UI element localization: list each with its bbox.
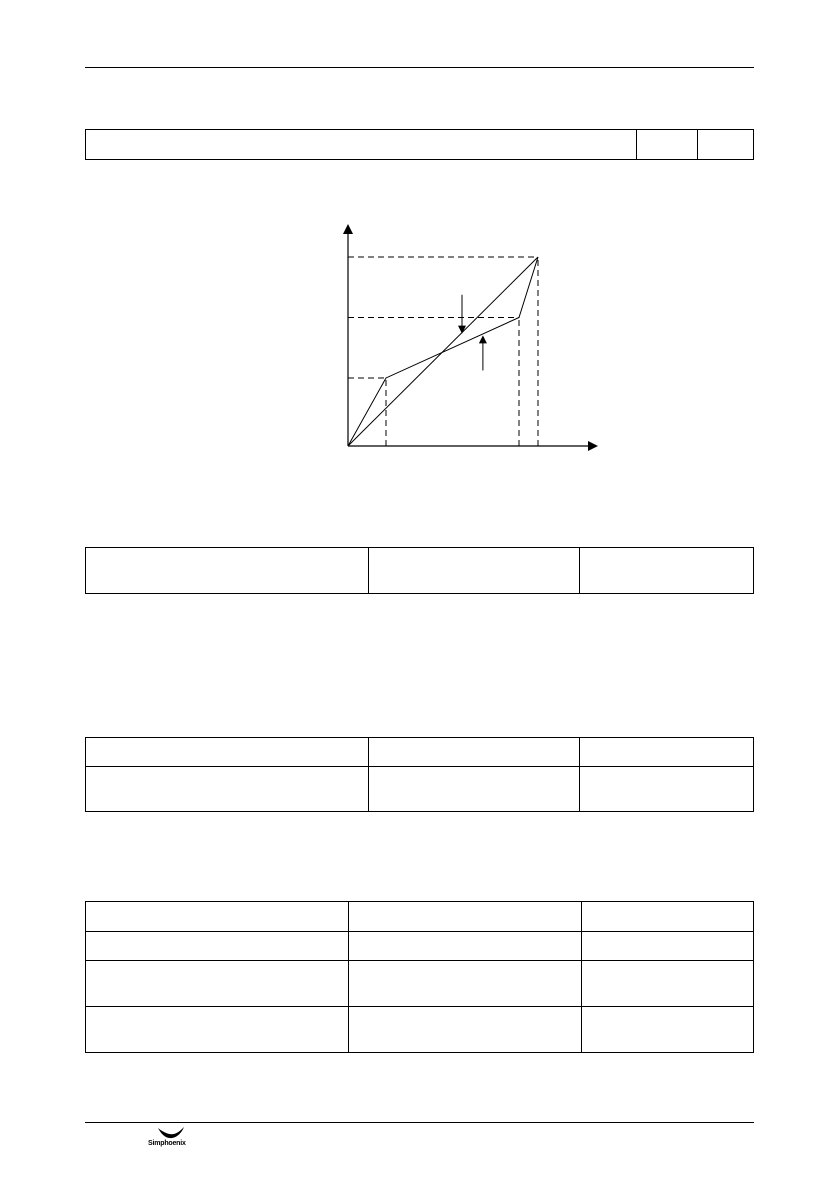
table-cell <box>582 1007 754 1053</box>
table-cell <box>349 961 582 1007</box>
table-cell <box>86 738 369 767</box>
table-row <box>86 932 754 961</box>
table-cell <box>369 548 580 594</box>
table-cell <box>86 767 369 812</box>
parameter-header-table <box>85 129 754 160</box>
characteristic-curve-chart <box>330 212 610 462</box>
table-cell <box>86 548 369 594</box>
phoenix-logo-icon <box>156 1126 186 1140</box>
table-row <box>86 902 754 932</box>
table-cell <box>582 902 754 932</box>
header-rule <box>85 67 754 68</box>
table-cell <box>86 961 349 1007</box>
company-logo <box>148 1126 206 1152</box>
logo-text: Simphoenix <box>148 1140 186 1147</box>
table-cell <box>349 1007 582 1053</box>
table-cell <box>86 1007 349 1053</box>
table-2 <box>85 737 754 812</box>
table-cell <box>86 932 349 961</box>
table-cell <box>580 738 754 767</box>
table-cell <box>582 932 754 961</box>
table-cell <box>580 767 754 812</box>
table-cell <box>86 902 349 932</box>
table-cell <box>582 961 754 1007</box>
table-cell <box>580 548 754 594</box>
table-row <box>86 767 754 812</box>
table-cell <box>349 902 582 932</box>
table-row <box>86 961 754 1007</box>
table-row <box>86 1007 754 1053</box>
table-3 <box>85 901 754 1053</box>
footer-rule <box>85 1122 754 1123</box>
table-cell <box>349 932 582 961</box>
parameter-header-cell <box>86 130 637 160</box>
table-1 <box>85 547 754 594</box>
table-cell <box>369 738 580 767</box>
parameter-header-cell <box>698 130 754 160</box>
table-cell <box>369 767 580 812</box>
parameter-header-cell <box>637 130 698 160</box>
table-row <box>86 738 754 767</box>
